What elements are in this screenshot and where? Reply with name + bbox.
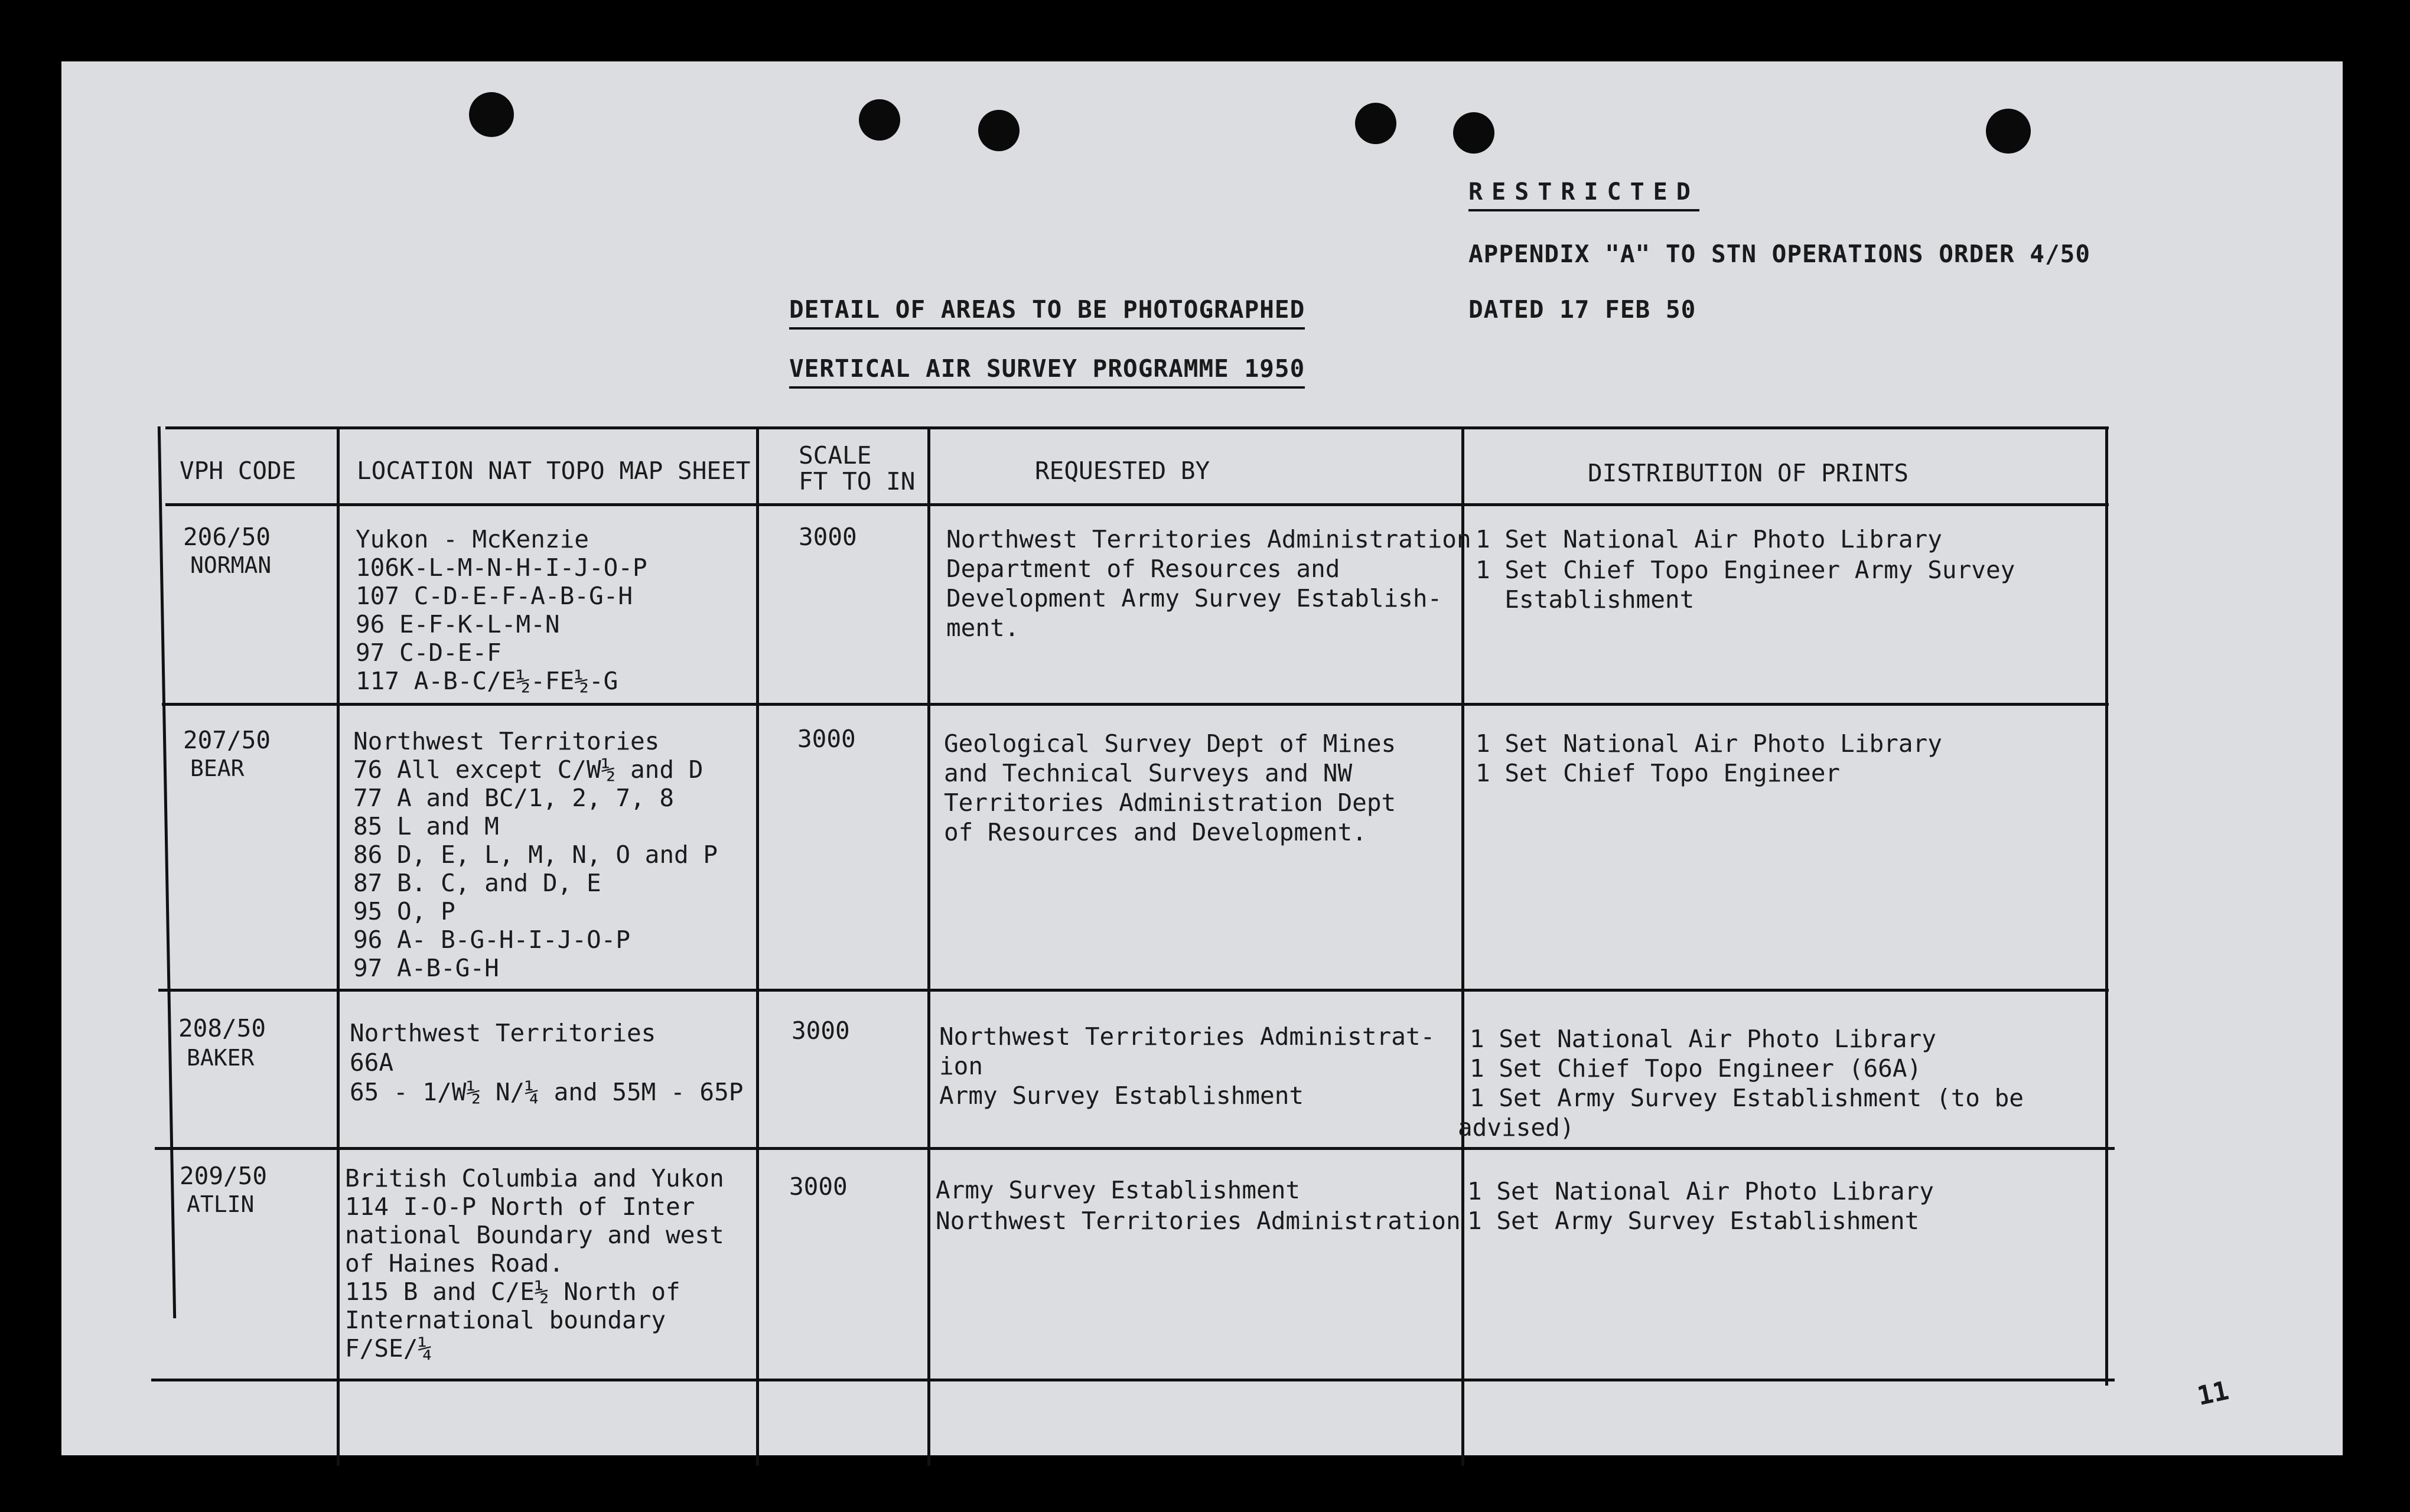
row-location-line: F/SE/¼ <box>345 1334 433 1363</box>
row-scale: 3000 <box>789 1172 848 1201</box>
row-location-line: British Columbia and Yukon <box>345 1164 724 1192</box>
row-location-line: Northwest Territories <box>350 1019 656 1047</box>
row-distribution-line: 1 Set National Air Photo Library <box>1470 1025 1936 1053</box>
table-right-border <box>2105 426 2108 1386</box>
header-requested-by: REQUESTED BY <box>1035 457 1210 485</box>
punch-hole <box>859 99 900 141</box>
row-code: 208/50 <box>178 1014 266 1042</box>
header-distribution: DISTRIBUTION OF PRINTS <box>1588 459 1909 487</box>
row-distribution-line: 1 Set Chief Topo Engineer Army Survey <box>1476 556 2015 584</box>
row-location-line: 117 A-B-C/E½-FE½-G <box>356 667 618 695</box>
table-left-border <box>158 426 176 1318</box>
row-location-line: 115 B and C/E½ North of <box>345 1278 680 1306</box>
column-divider <box>927 426 930 1466</box>
row-name: NORMAN <box>190 552 272 578</box>
row-code: 207/50 <box>183 726 271 754</box>
header-scale: SCALE <box>799 441 872 470</box>
column-divider <box>337 426 340 1466</box>
row-location-line: 114 I-O-P North of Inter <box>345 1192 695 1221</box>
row-location-line: 95 O, P <box>353 897 455 926</box>
row-name: ATLIN <box>187 1191 255 1217</box>
row-requested-line: ment. <box>946 614 1020 642</box>
row-requested-line: Northwest Territories Administration <box>936 1207 1461 1235</box>
classification-stamp: RESTRICTED <box>1468 178 1699 211</box>
column-divider <box>1461 426 1464 1466</box>
row-requested-line: Army Survey Establishment <box>936 1176 1301 1204</box>
document-title: DETAIL OF AREAS TO BE PHOTOGRAPHED <box>789 295 1305 330</box>
row-distribution-line: advised) <box>1458 1113 1575 1142</box>
row-code: 209/50 <box>180 1162 268 1190</box>
row-requested-line: Department of Resources and <box>946 555 1340 583</box>
row-location-line: International boundary <box>345 1306 666 1334</box>
row-distribution-line: 1 Set Army Survey Establishment <box>1467 1207 1920 1235</box>
row-location-line: 86 D, E, L, M, N, O and P <box>353 840 718 869</box>
row-location-line: 106K-L-M-N-H-I-J-O-P <box>356 553 647 582</box>
row-location-line: 97 A-B-G-H <box>353 954 499 982</box>
row-location-line: 76 All except C/W½ and D <box>353 755 704 784</box>
table-bottom-border <box>151 1379 2115 1381</box>
header-scale-unit: FT TO IN <box>799 467 916 496</box>
row-scale: 3000 <box>792 1016 850 1045</box>
row-distribution-line: 1 Set National Air Photo Library <box>1476 525 1942 553</box>
table-row-border <box>155 1147 2115 1150</box>
punch-hole <box>1453 112 1494 154</box>
appendix-line: APPENDIX "A" TO STN OPERATIONS ORDER 4/50 <box>1468 240 2091 268</box>
header-location: LOCATION NAT TOPO MAP SHEET <box>357 457 751 485</box>
table-row-border <box>162 703 2109 706</box>
row-requested-line: of Resources and Development. <box>944 818 1367 846</box>
row-location-line: 66A <box>350 1048 394 1077</box>
row-requested-line: ion <box>939 1052 983 1080</box>
row-requested-line: and Technical Surveys and NW <box>944 759 1353 787</box>
row-distribution-line: Establishment <box>1476 585 1695 614</box>
column-divider <box>756 426 759 1466</box>
row-scale: 3000 <box>797 725 856 753</box>
header-vph-code: VPH CODE <box>180 457 297 485</box>
row-name: BAKER <box>187 1045 255 1071</box>
row-location-line: 107 C-D-E-F-A-B-G-H <box>356 582 633 610</box>
row-distribution-line: 1 Set National Air Photo Library <box>1476 729 1942 758</box>
row-location-line: national Boundary and west <box>345 1221 724 1249</box>
table-header-border <box>165 503 2109 506</box>
row-requested-line: Geological Survey Dept of Mines <box>944 729 1396 758</box>
dated-line: DATED 17 FEB 50 <box>1468 295 1696 324</box>
punch-hole <box>469 92 514 137</box>
row-requested-line: Army Survey Establishment <box>939 1081 1304 1110</box>
row-location-line: 65 - 1/W½ N/¼ and 55M - 65P <box>350 1078 744 1106</box>
row-location-line: Northwest Territories <box>353 727 660 755</box>
punch-hole <box>1986 109 2031 154</box>
table-row-border <box>158 989 2109 992</box>
row-location-line: 77 A and BC/1, 2, 7, 8 <box>353 784 675 812</box>
row-requested-line: Northwest Territories Administrat- <box>939 1022 1435 1051</box>
row-name: BEAR <box>190 755 245 781</box>
handwritten-mark: 11 <box>2194 1376 2232 1412</box>
row-requested-line: Northwest Territories Administration <box>946 525 1471 553</box>
row-scale: 3000 <box>799 523 857 551</box>
row-location-line: Yukon - McKenzie <box>356 525 589 553</box>
row-distribution-line: 1 Set Chief Topo Engineer (66A) <box>1470 1054 1922 1083</box>
punch-hole <box>1355 103 1396 144</box>
punch-hole <box>978 110 1020 151</box>
row-location-line: of Haines Road. <box>345 1249 564 1278</box>
table-top-border <box>165 426 2109 429</box>
document-page <box>61 61 2343 1455</box>
row-location-line: 96 A- B-G-H-I-J-O-P <box>353 926 630 954</box>
row-location-line: 97 C-D-E-F <box>356 638 501 667</box>
row-location-line: 96 E-F-K-L-M-N <box>356 610 560 638</box>
row-distribution-line: 1 Set National Air Photo Library <box>1467 1177 1934 1205</box>
row-code: 206/50 <box>183 523 271 551</box>
row-requested-line: Development Army Survey Establish- <box>946 584 1442 612</box>
row-location-line: 85 L and M <box>353 812 499 840</box>
row-requested-line: Territories Administration Dept <box>944 788 1396 817</box>
row-distribution-line: 1 Set Chief Topo Engineer <box>1476 759 1841 787</box>
row-distribution-line: 1 Set Army Survey Establishment (to be <box>1470 1084 2024 1112</box>
row-location-line: 87 B. C, and D, E <box>353 869 601 897</box>
document-subtitle: VERTICAL AIR SURVEY PROGRAMME 1950 <box>789 354 1305 389</box>
